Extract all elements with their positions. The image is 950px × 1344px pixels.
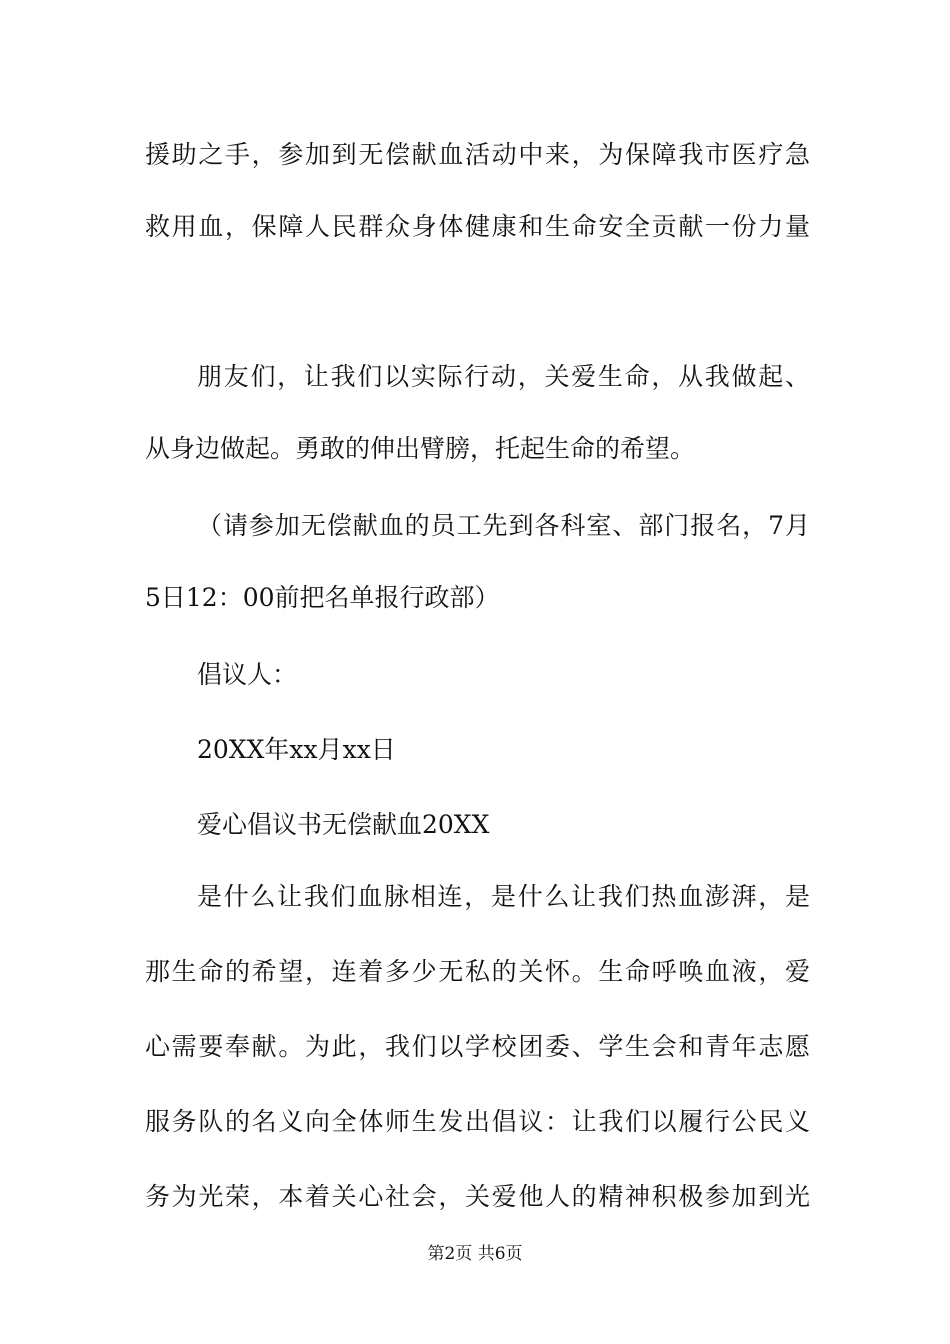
page-number-footer: 第2页 共6页	[427, 1244, 523, 1264]
initiator-label: 倡议人：	[197, 660, 298, 689]
date-line: 20XX年xx月xx日	[197, 735, 396, 764]
text-line: 援助之手，参加到无偿献血活动中来，为保障我市医疗急	[145, 140, 810, 169]
paragraph-first-line: 是什么让我们血脉相连，是什么让我们热血澎湃，是	[197, 882, 810, 911]
text-line: 那生命的希望，连着多少无私的关怀。生命呼唤血液，爱	[145, 957, 810, 986]
text-line: 心需要奉献。为此，我们以学校团委、学生会和青年志愿	[145, 1032, 810, 1061]
text-line: 服务队的名义向全体师生发出倡议：让我们以履行公民义	[145, 1107, 810, 1136]
section-title: 爱心倡议书无偿献血20XX	[197, 810, 490, 839]
paragraph-first-line: 朋友们，让我们以实际行动，关爱生命，从我做起、	[197, 362, 810, 391]
text-line: 务为光荣，本着关心社会，关爱他人的精神积极参加到光	[145, 1182, 810, 1211]
text-line: 从身边做起。勇敢的伸出臂膀，托起生命的希望。	[145, 434, 696, 463]
text-line: 救用血，保障人民群众身体健康和生命安全贡献一份力量	[145, 212, 810, 241]
text-line: 5日12：00前把名单报行政部）	[145, 583, 500, 612]
paragraph-first-line: （请参加无偿献血的员工先到各科室、部门报名，7月	[197, 511, 810, 540]
